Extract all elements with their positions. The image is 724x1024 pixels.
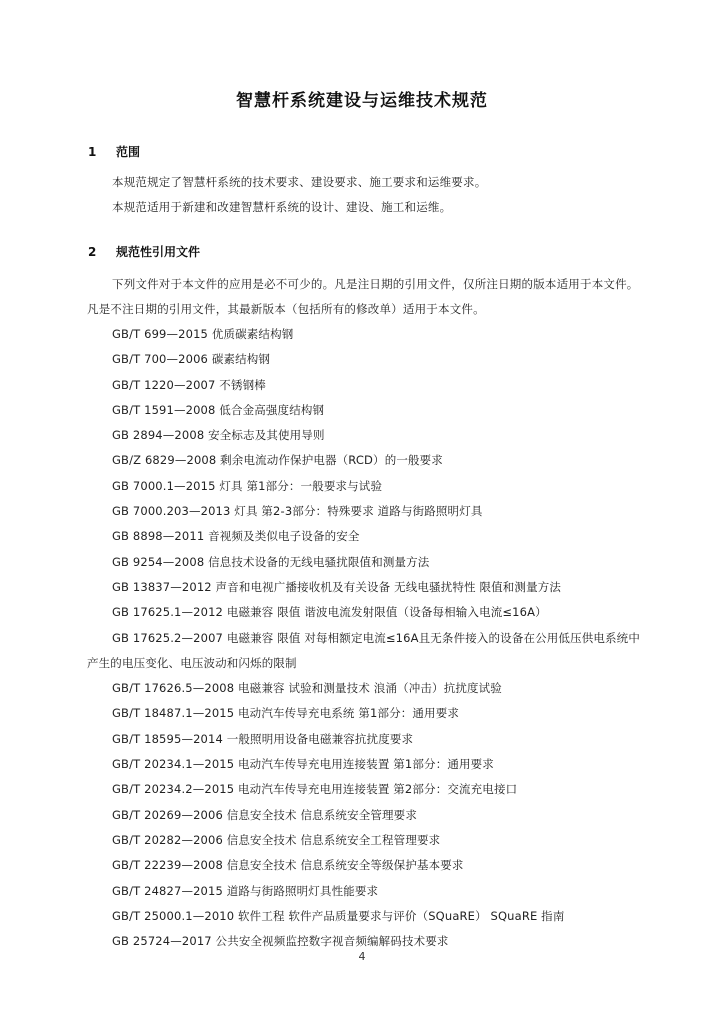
reference-item: GB 25724—2017 公共安全视频监控数字视音频编解码技术要求 [112,934,449,949]
reference-item: GB/T 1220—2007 不锈钢棒 [112,377,266,392]
reference-item: GB/T 22239—2008 信息安全技术 信息系统安全等级保护基本要求 [112,858,464,873]
reference-item: GB/T 699—2015 优质碳素结构钢 [112,327,294,341]
reference-item: GB/Z 6829—2008 剩余电流动作保护电器（RCD）的一般要求 [112,453,443,468]
reference-item: GB 2894—2008 安全标志及其使用导则 [112,428,325,443]
section-title: 规范性引用文件 [116,245,201,259]
section-heading-references [88,243,200,260]
section-number: 1 [88,145,97,159]
reference-item: GB/T 25000.1—2010 软件工程 软件产品质量要求与评价（SQuaRE） SQuaRE 指南 [112,908,565,923]
reference-item: GB/T 20269—2006 信息安全技术 信息系统安全管理要求 [112,807,417,822]
reference-item: GB/T 700—2006 碳素结构钢 [112,352,271,367]
reference-item: GB 17625.1—2012 电磁兼容 限值 谐波电流发射限值（设备每相输入电流≤16A） [112,605,547,620]
reference-item: GB/T 17626.5—2008 电磁兼容 试验和测量技术 浪涌（冲击）抗扰度试验 [112,681,502,696]
scope-paragraph: 本规范规定了智慧杆系统的技术要求、建设要求、施工要求和运维要求。 [112,175,487,189]
references-intro: 下列文件对于本文件的应用是必不可少的。凡是注日期的引用文件，仅所注日期的版本适用于本文件。凡是不注日期的引用文件，其最新版本（包括所有的修改单）适用于本文件。 [87,277,639,316]
reference-item: GB 9254—2008 信息技术设备的无线电骚扰限值和测量方法 [112,554,430,569]
reference-list [0,322,724,954]
reference-item: GB 8898—2011 音视频及类似电子设备的安全 [112,529,360,544]
section-title: 范围 [116,145,141,159]
section-number: 2 [88,245,97,259]
reference-item: GB/T 20234.2—2015 电动汽车传导充电用连接装置 第2部分：交流充电接口 [112,782,518,797]
reference-item: GB 13837—2012 声音和电视广播接收机及有关设备 无线电骚扰特性 限值和测量方法 [112,579,562,594]
reference-item: GB 7000.203—2013 灯具 第2-3部分：特殊要求 道路与街路照明灯具 [112,504,483,519]
reference-item: GB/T 24827—2015 道路与街路照明灯具性能要求 [112,883,379,898]
reference-item: GB/T 18487.1—2015 电动汽车传导充电系统 第1部分：通用要求 [112,706,460,721]
reference-item: GB 7000.1—2015 灯具 第1部分：一般要求与试验 [112,478,383,493]
reference-item: GB/T 1591—2008 低合金高强度结构钢 [112,402,325,417]
page-title: 智慧杆系统建设与运维技术规范 [236,91,488,111]
reference-item: GB/T 20282—2006 信息安全技术 信息系统安全工程管理要求 [112,832,441,847]
scope-paragraph: 本规范适用于新建和改建智慧杆系统的设计、建设、施工和运维。 [112,200,452,214]
reference-item: GB/T 18595—2014 一般照明用设备电磁兼容抗扰度要求 [112,731,414,746]
section-heading-scope [88,143,140,160]
page-number: 4 [358,950,366,963]
reference-item: GB/T 20234.1—2015 电动汽车传导充电用连接装置 第1部分：通用要求 [112,757,494,772]
reference-item: GB 17625.2—2007 电磁兼容 限值 对每相额定电流≤16A且无条件接入的设备在公用低压供电系统中产生的电压变化、电压波动和闪烁的限制 [87,630,640,670]
